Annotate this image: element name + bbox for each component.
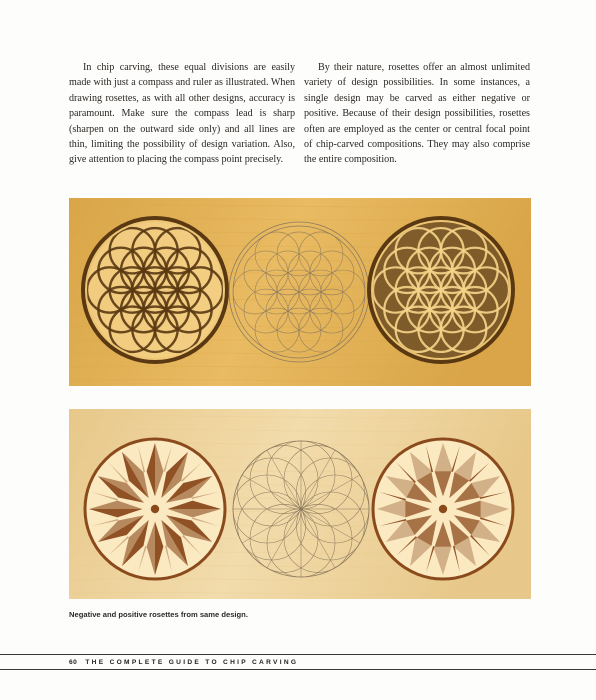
body-paragraph-left: In chip carving, these equal divisions are easily made with just a compass and ruler as illustrated. When drawing rosettes, as with all other designs, accuracy is paramount. Make sure the compass lead is sharp (sharpen on the outward side only) and all lines are thin, limiting the possibility of design variation. Also, give attention to placing the compass point precisely. — [69, 62, 295, 166]
text-column-right — [304, 60, 530, 168]
page-footer — [69, 659, 298, 666]
star-rosette-negative-carved — [85, 439, 225, 579]
footer-rule-bottom — [0, 669, 596, 670]
star-rosette-positive-carved — [373, 439, 513, 579]
footer-rule-top — [0, 654, 596, 655]
body-paragraph-right: By their nature, rosettes offer an almost unlimited variety of design possibilities. In some instances, a single design may be carved as either negative or positive. Because of their design possibilities, rosettes often are employed as the center or central focal point of chip-carved compositions. They may also comprise the entire composition. — [304, 62, 530, 166]
page-number: 60 — [69, 659, 78, 666]
photo-star-rosettes — [69, 409, 531, 599]
flower-rosette-positive-carved — [368, 217, 515, 364]
flower-rosette-negative-carved — [82, 217, 229, 364]
star-rosettes-illustration — [69, 409, 531, 599]
text-column-left — [69, 60, 295, 168]
photo-flower-rosettes — [69, 198, 531, 386]
flower-rosettes-illustration — [69, 198, 531, 386]
book-title: THE COMPLETE GUIDE TO CHIP CARVING — [85, 659, 299, 666]
figure-caption: Negative and positive rosettes from same design. — [69, 610, 248, 619]
